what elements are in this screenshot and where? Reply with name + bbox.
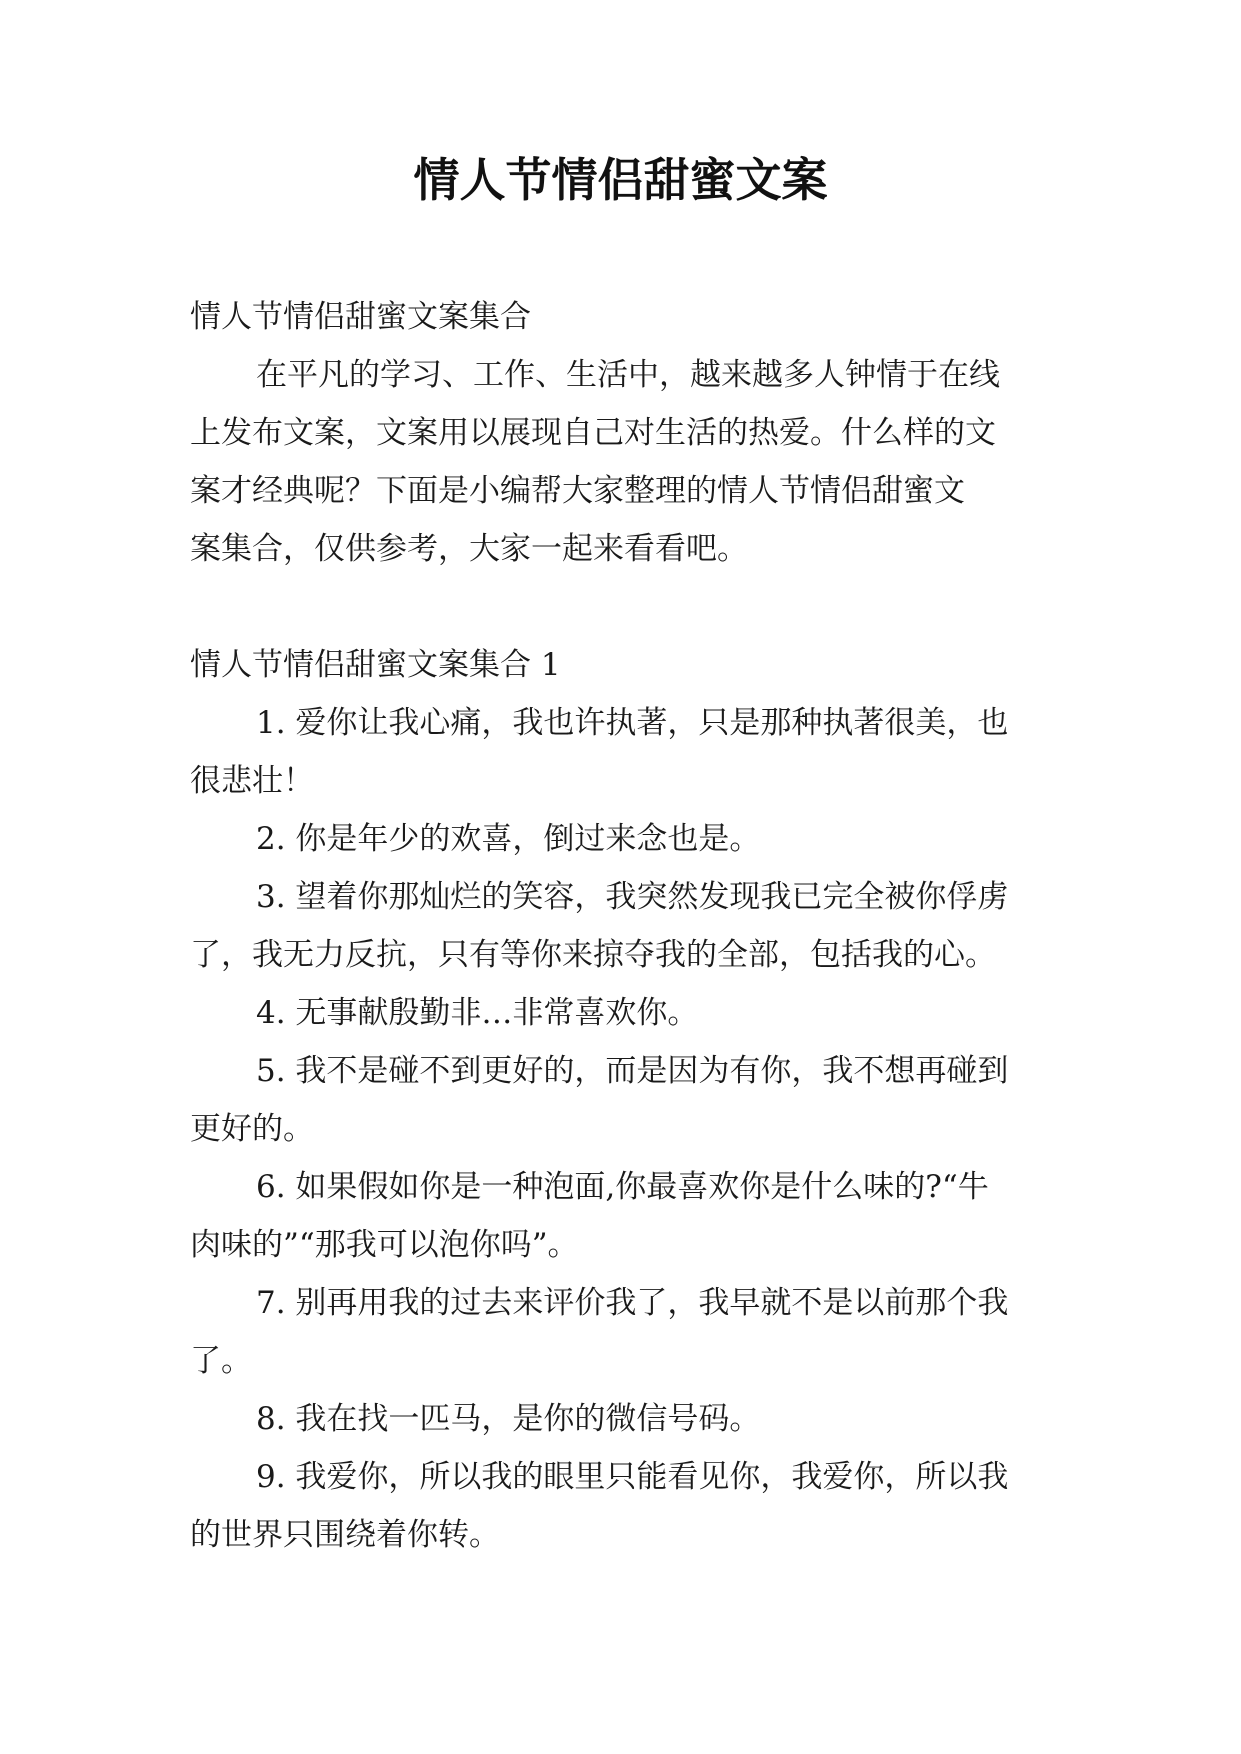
list-item-line: 5. 我不是碰不到更好的，而是因为有你，我不想再碰到 [256,1053,1009,1089]
subtitle: 情人节情侣甜蜜文案集合 [190,299,531,335]
intro-line: 在平凡的学习、工作、生活中，越来越多人钟情于在线 [256,357,1000,393]
intro-line: 上发布文案，文案用以展现自己对生活的热爱。什么样的文 [190,415,996,451]
list-item-line: 6. 如果假如你是一种泡面,你最喜欢你是什么味的?“牛 [256,1169,989,1205]
list-item-line: 7. 别再用我的过去来评价我了，我早就不是以前那个我 [256,1285,1009,1321]
list-item-continuation: 了，我无力反抗，只有等你来掠夺我的全部，包括我的心。 [190,937,996,973]
list-item-continuation: 肉味的”“那我可以泡你吗”。 [190,1227,579,1263]
intro-line: 案集合，仅供参考，大家一起来看看吧。 [190,531,748,567]
list-item-continuation: 很悲壮！ [190,763,314,799]
document-title: 情人节情侣甜蜜文案 [413,153,828,207]
list-item-line: 3. 望着你那灿烂的笑容，我突然发现我已完全被你俘虏 [256,879,1009,915]
list-item-line: 8. 我在找一匹马，是你的微信号码。 [256,1401,761,1437]
intro-line: 案才经典呢？下面是小编帮大家整理的情人节情侣甜蜜文 [190,473,965,509]
list-item-continuation: 的世界只围绕着你转。 [190,1517,500,1553]
list-item-continuation: 了。 [190,1343,252,1379]
document-body [190,288,1070,1564]
list-item-line: 9. 我爱你，所以我的眼里只能看见你，我爱你，所以我 [256,1459,1009,1495]
list-item-line: 4. 无事献殷勤非…非常喜欢你。 [256,995,699,1031]
paragraph-gap [190,578,1070,636]
section-heading: 情人节情侣甜蜜文案集合 1 [190,647,561,683]
list-item-line: 1. 爱你让我心痛，我也许执著，只是那种执著很美，也 [256,705,1009,741]
item-list [190,694,1070,1564]
list-item-continuation: 更好的。 [190,1111,314,1147]
list-item-line: 2. 你是年少的欢喜，倒过来念也是。 [256,821,761,857]
